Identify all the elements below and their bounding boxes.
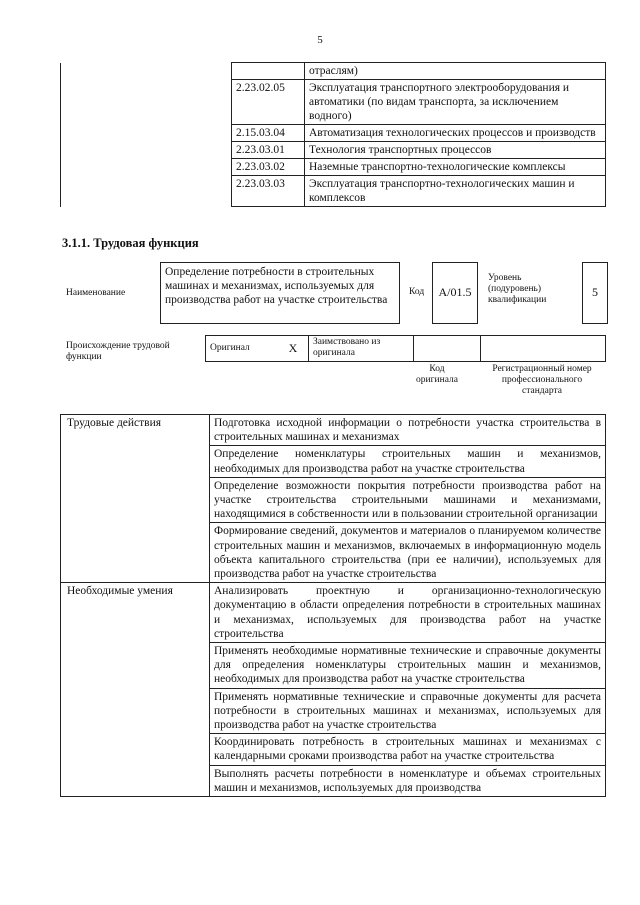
code-label: Код <box>409 287 425 297</box>
name-cell: Эксплуатация транспортно-технологических машин и комплексов <box>305 176 606 207</box>
function-name-value: Определение потребности в строительных машинах и механизмах, используемых для производства работ на участке строительства <box>165 266 388 306</box>
level-box <box>582 262 608 324</box>
page-number: 5 <box>317 34 323 46</box>
code-original-cell <box>414 336 481 362</box>
reg-number-label: Регистрационный номер профессионального стандарта <box>492 364 592 396</box>
row-item: Применять необходимые нормативные технические и справочные документы для определения номенклатуры строительных машин и механизмов, необходимых для производства работ на участке строительства <box>210 643 606 689</box>
codes-row <box>61 125 606 142</box>
row-heading: Трудовые действия <box>61 415 210 583</box>
level-label: Уровень (подуровень) квалификации <box>488 273 547 305</box>
row-item: Формирование сведений, документов и материалов о планируемом количестве строительных машин и механизмов, включаемых в информационную модель объекта капитального строительства (при ее наличии), используемых для производства работ на участке строительства <box>210 523 606 583</box>
function-details-table <box>60 414 606 797</box>
name-cell: Автоматизация технологических процессов и производств <box>305 125 606 142</box>
function-code-value: A/01.5 <box>438 285 472 299</box>
empty-cell <box>61 159 232 176</box>
table-row <box>61 583 606 643</box>
section-title: 3.1.1. Трудовая функция <box>62 236 199 250</box>
name-cell: Наземные транспортно-технологические комплексы <box>305 159 606 176</box>
row-item: Координировать потребность в строительных машинах и механизмах с календарными сроками производства работ на участке строительства <box>210 734 606 765</box>
table-row <box>61 415 606 446</box>
codes-row <box>61 80 606 125</box>
codes-row <box>61 159 606 176</box>
original-mark: X <box>278 336 309 362</box>
code-cell: 2.15.03.04 <box>232 125 305 142</box>
reg-number-cell <box>481 336 606 362</box>
function-code-box <box>432 262 478 324</box>
row-item: Определение возможности покрытия потребности производства работ на участке строительства строительными машинами и механизмами, находящимися в собственности или в пользовании строительной организации <box>210 477 606 523</box>
code-cell: 2.23.02.05 <box>232 80 305 125</box>
function-name-box <box>160 262 400 324</box>
name-label: Наименование <box>66 288 126 298</box>
name-cell: Эксплуатация транспортного электрооборудования и автоматики (по видам транспорта, за исключением водного) <box>305 80 606 125</box>
name-cell: отраслям) <box>305 63 606 80</box>
row-item: Выполнять расчеты потребности в номенклатуре и объемах строительных машин и механизмов, используемых для производства <box>210 765 606 796</box>
codes-row <box>61 142 606 159</box>
empty-cell <box>61 125 232 142</box>
row-item: Подготовка исходной информации о потребности участка строительства в строительных машинах и механизмах <box>210 415 606 446</box>
level-value: 5 <box>592 285 598 299</box>
row-item: Анализировать проектную и организационно-технологическую документацию в области определения потребности в строительных машинах и механизмах, используемых для производства работ на участке строительства <box>210 583 606 643</box>
code-cell: 2.23.03.02 <box>232 159 305 176</box>
row-item: Определение номенклатуры строительных машин и механизмов, необходимых для производства работ на участке строительства <box>210 446 606 477</box>
code-cell: 2.23.03.03 <box>232 176 305 207</box>
borrowed-label: Заимствовано из оригинала <box>309 336 414 362</box>
empty-cell <box>61 80 232 125</box>
code-cell: 2.23.03.01 <box>232 142 305 159</box>
name-cell: Технология транспортных процессов <box>305 142 606 159</box>
codes-row <box>61 176 606 207</box>
code-cell <box>232 63 305 80</box>
code-original-label: Код оригинала <box>416 364 458 385</box>
row-heading: Необходимые умения <box>61 583 210 797</box>
empty-cell <box>61 176 232 207</box>
origin-table <box>205 335 606 362</box>
row-item: Применять нормативные технические и справочные документы для расчета потребности в строительных машинах и механизмах, используемых для производства работ на участке строительства <box>210 688 606 734</box>
origin-label: Происхождение трудовой функции <box>66 341 170 362</box>
original-label: Оригинал <box>206 336 279 362</box>
codes-row <box>61 63 606 80</box>
empty-cell <box>61 142 232 159</box>
empty-cell <box>61 63 232 80</box>
specialty-codes-table <box>60 62 606 207</box>
